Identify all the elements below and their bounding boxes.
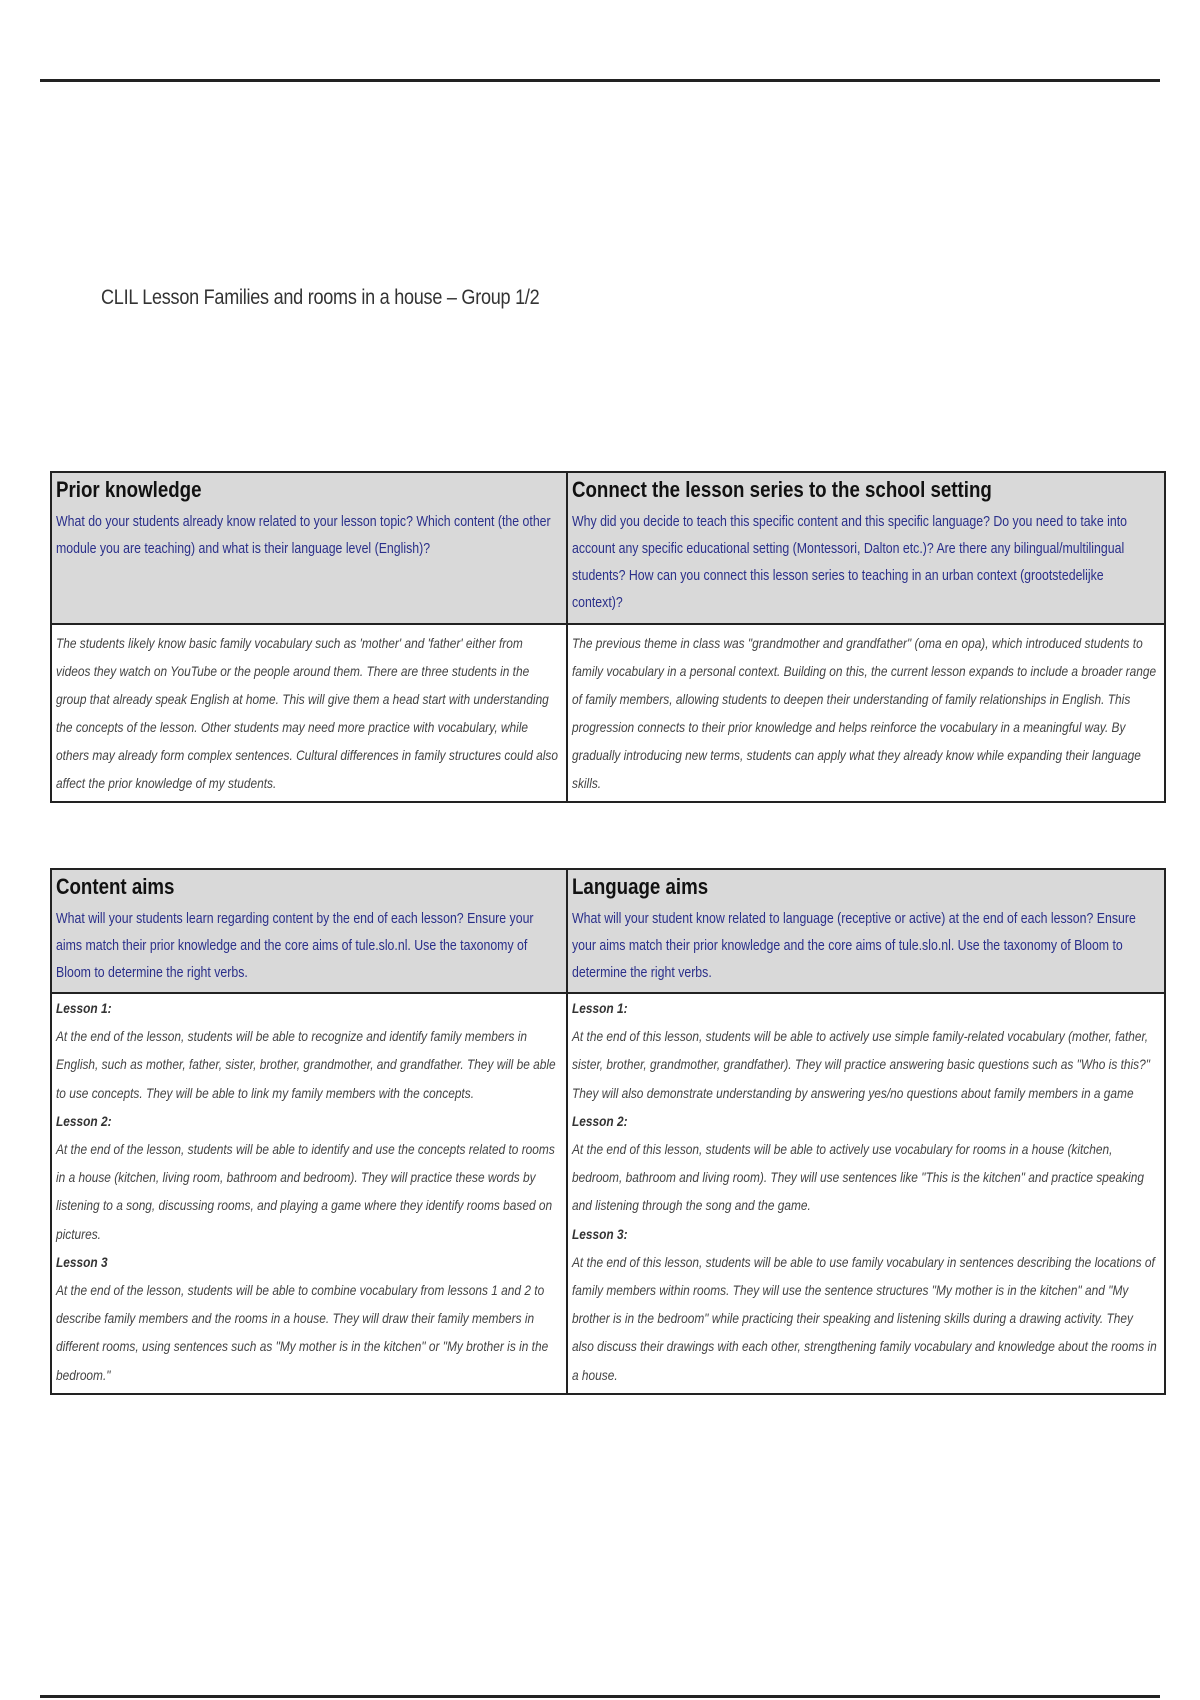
prior-knowledge-title: Prior knowledge	[56, 477, 202, 502]
school-setting-answer-cell	[567, 624, 1165, 802]
school-setting-title: Connect the lesson series to the school setting	[572, 477, 992, 502]
prior-knowledge-question: What do your students already know related to your lesson topic? Which content (the other module you are teaching) and what is their language level (English)?	[56, 514, 551, 557]
lesson-label: Lesson 1:	[56, 1000, 112, 1016]
document-title: CLIL Lesson Families and rooms in a house – Group 1/2	[101, 286, 540, 309]
prior-knowledge-answer: The students likely know basic family vocabulary such as 'mother' and 'father' either from videos they watch on YouTube or the people around them. There are three students in the group that already speak English at home. This will give them a head start with understanding the concepts of the lesson. Other students may need more practice with vocabulary, while others may already form complex sentences. Cultural differences in family structures could also affect the prior knowledge of my students.	[56, 635, 559, 791]
table-content-row	[51, 993, 1165, 1394]
language-aims-title: Language aims	[572, 874, 709, 899]
content-aims-question: What will your students learn regarding content by the end of each lesson? Ensure your aims match their prior knowledge and the core aims of tule.slo.nl. Use the taxonomy of Bloom to determine the right verbs.	[56, 911, 534, 981]
content-aims-lessons	[56, 994, 559, 1389]
school-setting-question: Why did you decide to teach this specific content and this specific language? Do you need to take into account any specific educational setting (Montessori, Dalton etc.)? Are there any bilingual/multilingual students? How can you connect this lesson series to teaching in an urban context (grootstedelijke context)?	[572, 514, 1127, 611]
lesson-text: At the end of the lesson, students will be able to identify and use the concepts related to rooms in a house (kitchen, living room, bathroom and bedroom). They will practice these words by listening to a song, discussing rooms, and playing a game where they identify rooms based on pictures.	[56, 1141, 555, 1242]
language-aims-lessons-cell	[567, 993, 1165, 1394]
lesson-label: Lesson 2:	[572, 1112, 628, 1129]
table-header-row	[51, 869, 1165, 993]
school-setting-header-cell	[567, 472, 1165, 624]
table-header-row	[51, 472, 1165, 624]
content-aims-title: Content aims	[56, 874, 175, 899]
lesson-label: Lesson 3:	[572, 1225, 628, 1242]
language-aims-question: What will your student know related to language (receptive or active) at the end of each lesson? Ensure your aims match their prior knowledge and the core aims of tule.slo.nl. Use the taxonomy of Bloom to determine the right verbs.	[572, 911, 1136, 981]
lesson-text: At the end of this lesson, students will be able to actively use simple family-related vocabulary (mother, father, sister, brother, grandmother, grandfather). They will practice answering basic questions such as "Who is this?" They will also demonstrate understanding by answering yes/no questions about family members in a game	[572, 1028, 1150, 1101]
language-aims-header-cell	[567, 869, 1165, 993]
aims-table	[50, 868, 1166, 1395]
top-divider	[40, 79, 1160, 82]
lesson-label: Lesson 3	[56, 1253, 108, 1270]
prior-knowledge-answer-cell	[51, 624, 567, 802]
language-aims-lessons	[572, 994, 1157, 1389]
content-aims-header-cell	[51, 869, 567, 993]
prior-knowledge-header-cell	[51, 472, 567, 624]
lesson-text: At the end of this lesson, students will be able to use family vocabulary in sentences describing the locations of family members within rooms. They will use the sentence structures "My mother is in the kitchen" and "My brother is in the bedroom" while practicing their speaking and listening skills during a drawing activity. They also discuss their drawings with each other, strengthening family vocabulary and knowledge about the rooms in a house.	[572, 1253, 1157, 1383]
table-content-row	[51, 624, 1165, 802]
content-aims-lessons-cell	[51, 993, 567, 1394]
school-setting-answer: The previous theme in class was "grandmother and grandfather" (oma en opa), which introduced students to family vocabulary in a personal context. Building on this, the current lesson expands to include a broader range of family members, allowing students to deepen their understanding of family relationships in English. This progression connects to their prior knowledge and helps reinforce the vocabulary in a meaningful way. By gradually introducing new terms, students can apply what they already know while expanding their language skills.	[572, 635, 1157, 791]
lesson-text: At the end of the lesson, students will be able to combine vocabulary from lessons 1 and 2 to describe family members and the rooms in a house. They will draw their family members in different rooms, using sentences such as "My mother is in the kitchen" or "My brother is in the bedroom."	[56, 1282, 549, 1383]
lesson-text: At the end of this lesson, students will be able to actively use vocabulary for rooms in a house (kitchen, bedroom, bathroom and living room). They will use sentences like "This is the kitchen" and practice speaking and listening through the song and the game.	[572, 1141, 1144, 1214]
bottom-divider	[40, 1695, 1160, 1698]
lesson-text: At the end of the lesson, students will be able to recognize and identify family members in English, such as mother, father, sister, brother, grandmother, and grandfather. They will be able to use concepts. They will be able to link my family members with the concepts.	[56, 1028, 556, 1101]
lesson-label: Lesson 2:	[56, 1112, 112, 1129]
lesson-label: Lesson 1:	[572, 1000, 628, 1016]
prior-knowledge-setting-table	[50, 471, 1166, 803]
